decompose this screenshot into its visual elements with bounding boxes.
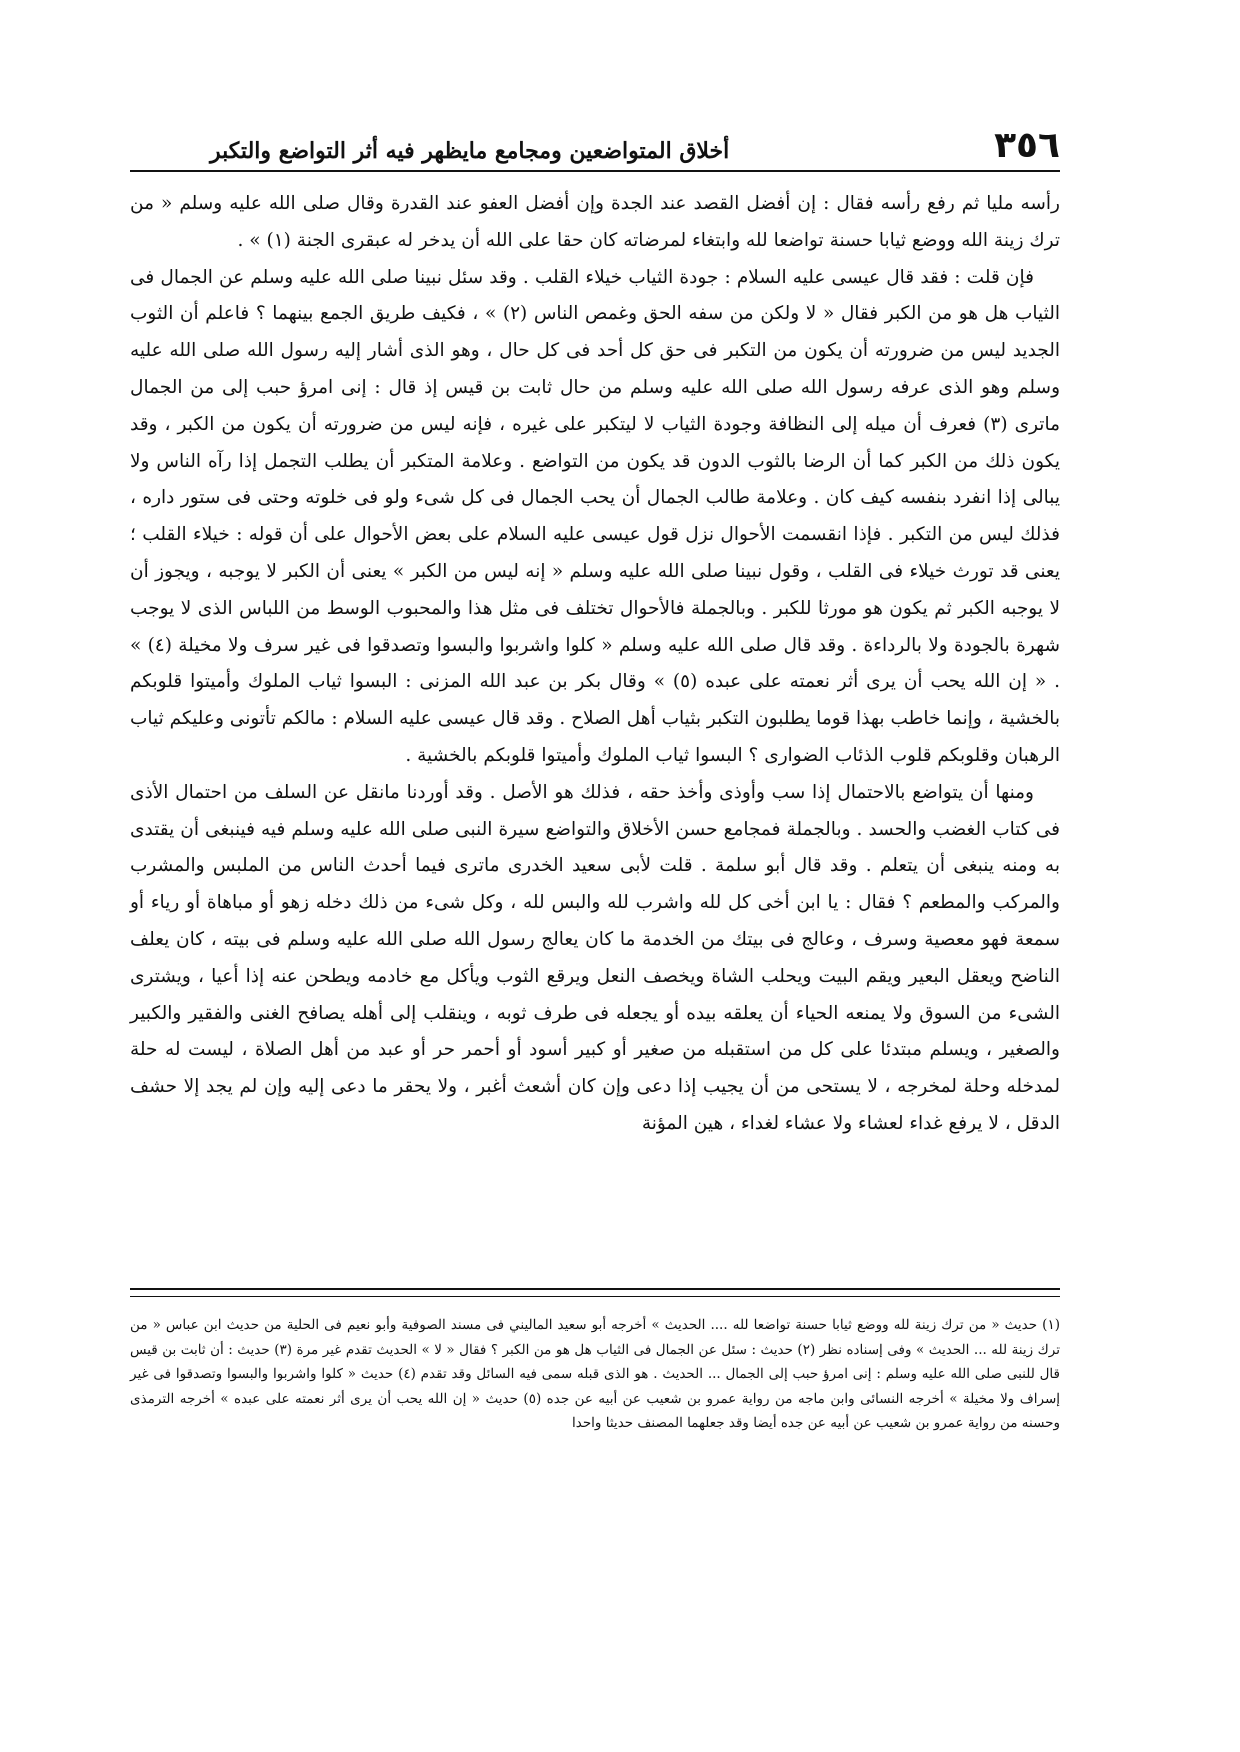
main-text [130,186,1060,1143]
paragraph: ومنها أن يتواضع بالاحتمال إذا سب وأوذى وأخذ حقه ، فذلك هو الأصل . وقد أوردنا مانقل عن السلف من احتمال الأذى فى كتاب الغضب والحسد . وبالجملة فمجامع حسن الأخلاق والتواضع سيرة النبى صلى الله عليه وسلم فيه فينبغى أن يقتدى به ومنه ينبغى أن يتعلم . وقد قال أبو سلمة . قلت لأبى سعيد الخدرى ماترى فيما أحدث الناس من الملبس والمشرب والمركب والمطعم ؟ فقال : يا ابن أخى كل لله واشرب لله والبس لله ، وكل شىء من ذلك دخله زهو أو مباهاة أو رياء أو سمعة فهو معصية وسرف ، وعالج فى بيتك من الخدمة ما كان يعالج رسول الله صلى الله عليه وسلم فى بيته ، كان يعلف الناضح ويعقل البعير ويقم البيت ويحلب الشاة ويخصف النعل ويرقع الثوب ويأكل مع خادمه ويطحن عنه إذا أعيا ، ويشترى الشىء من السوق ولا يمنعه الحياء أن يعلقه بيده أو يجعله فى طرف ثوبه ، وينقلب إلى أهله يصافح الغنى والفقير والكبير والصغير ، ويسلم مبتدئا على كل من استقبله من صغير أو كبير أسود أو أحمر حر أو عبد من أهل الصلاة ، ليست له حلة لمدخله وحلة لمخرجه ، لا يستحى من أن يجيب إذا دعى وإن كان أشعث أغبر ، ولا يحقر ما دعى إليه وإن لم يجد إلا حشف الدقل ، لا يرفع غداء لعشاء ولا عشاء لغداء ، هين المؤنة [130,781,1060,1134]
paragraph: رأسه مليا ثم رفع رأسه فقال : إن أفضل القصد عند الجدة وإن أفضل العفو عند القدرة وقال صلى الله عليه وسلم « من ترك زينة الله ووضع ثيابا حسنة تواضعا لله وابتغاء لمرضاته كان حقا على الله أن يدخر له عبقرى الجنة (١) » . [130,193,1060,251]
footnote-text: (١) حديث « من ترك زينة لله ووضع ثيابا حسنة تواضعا لله .... الحديث » أخرجه أبو سعيد الماليني فى مسند الصوفية وأبو نعيم فى الحلية من حديث ابن عباس « من ترك زينة لله ... الحديث » وفى إسناده نظر (٢) حديث : سئل عن الجمال فى الثياب هل هو من الكبر ؟ فقال « لا » الحديث تقدم غير مرة (٣) حديث : أن ثابت بن قيس قال للنبى صلى الله عليه وسلم : إنى امرؤ حبب إلى الجمال ... الحديث . هو الذى قبله سمى فيه السائل وقد تقدم (٤) حديث « كلوا واشربوا والبسوا وتصدقوا فى غير إسراف ولا مخيلة » أخرجه النسائى وابن ماجه من رواية عمرو بن شعيب عن أبيه عن جده (٥) حديث « إن الله يحب أن يرى أثر نعمته على عبده » أخرجه الترمذى وحسنه من رواية عمرو بن شعيب عن أبيه عن جده أيضا وقد جعلهما المصنف حديثا واحدا [130,1317,1061,1432]
running-title: أخلاق المتواضعين ومجامع مايظهر فيه أثر التواضع والتكبر [210,138,730,164]
page-header [130,118,1060,172]
book-page [130,118,1060,1698]
footnote-divider [130,1288,1060,1297]
footnotes [130,1313,1060,1436]
paragraph: فإن قلت : فقد قال عيسى عليه السلام : جودة الثياب خيلاء القلب . وقد سئل نبينا صلى الله عليه وسلم عن الجمال فى الثياب هل هو من الكبر فقال « لا ولكن من سفه الحق وغمص الناس (٢) » ، فكيف طريق الجمع بينهما ؟ فاعلم أن الثوب الجديد ليس من ضرورته أن يكون من التكبر فى حق كل أحد فى كل حال ، وهو الذى أشار إليه رسول الله صلى الله عليه وسلم وهو الذى عرفه رسول الله صلى الله عليه وسلم من حال ثابت بن قيس إذ قال : إنى امرؤ حبب إلى من الجمال ماترى (٣) فعرف أن ميله إلى النظافة وجودة الثياب لا ليتكبر على غيره ، فإنه ليس من ضرورته أن يكون من الكبر ، وقد يكون ذلك من الكبر كما أن الرضا بالثوب الدون قد يكون من التواضع . وعلامة المتكبر أن يطلب التجمل إذا رآه الناس ولا يبالى إذا انفرد بنفسه كيف كان . وعلامة طالب الجمال أن يحب الجمال فى كل شىء ولو فى خلوته وحتى فى ستور داره ، فذلك ليس من التكبر . فإذا انقسمت الأحوال نزل قول عيسى عليه السلام على بعض الأحوال على أن قوله : خيلاء القلب ؛ يعنى قد تورث خيلاء فى القلب ، وقول نبينا صلى الله عليه وسلم « إنه ليس من الكبر » يعنى أن الكبر لا يوجبه ، ويجوز أن لا يوجبه الكبر ثم يكون هو مورثا للكبر . وبالجملة فالأحوال تختلف فى مثل هذا والمحبوب الوسط من اللباس الذى لا يوجب شهرة بالجودة ولا بالرداءة . وقد قال صلى الله عليه وسلم « كلوا واشربوا والبسوا وتصدقوا فى غير سرف ولا مخيلة (٤) » . « إن الله يحب أن يرى أثر نعمته على عبده (٥) » وقال بكر بن عبد الله المزنى : البسوا ثياب الملوك وأميتوا قلوبكم بالخشية ، وإنما خاطب بهذا قوما يطلبون التكبر بثياب أهل الصلاح . وقد قال عيسى عليه السلام : مالكم تأتونى وعليكم ثياب الرهبان وقلوبكم قلوب الذئاب الضوارى ؟ البسوا ثياب الملوك وأميتوا قلوبكم بالخشية . [130,266,1060,766]
page-number: ٣٥٦ [994,125,1060,166]
